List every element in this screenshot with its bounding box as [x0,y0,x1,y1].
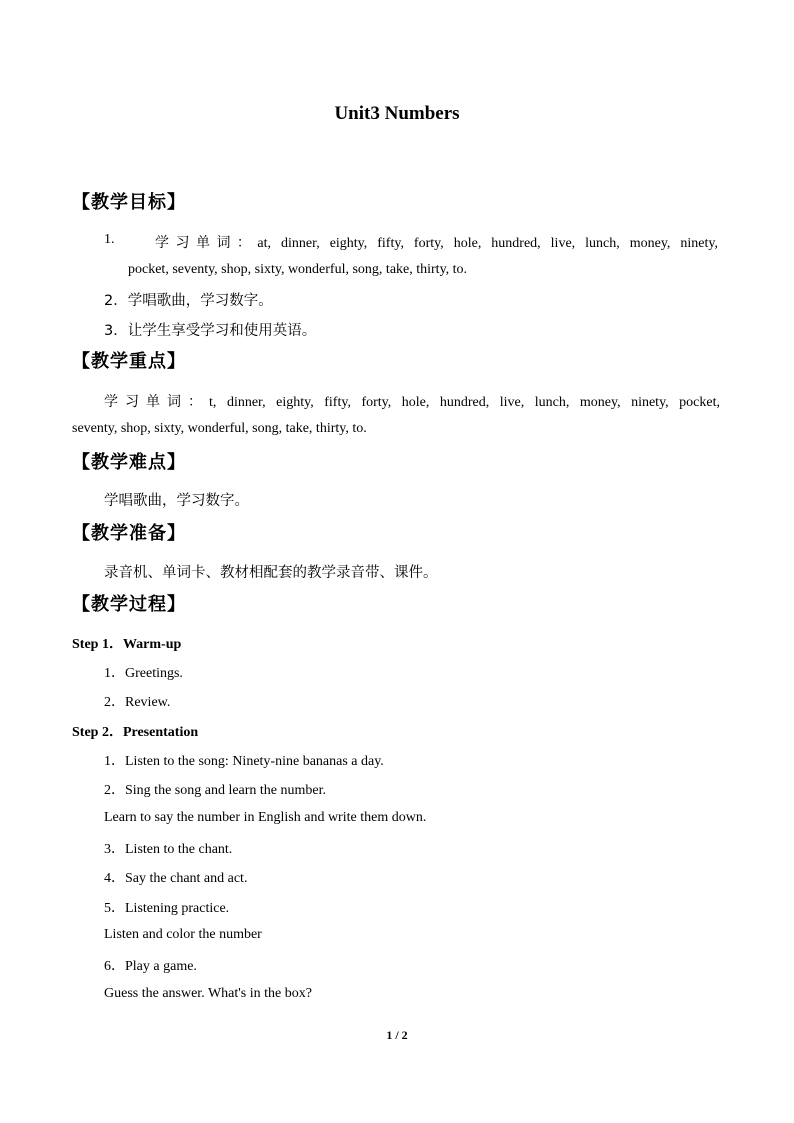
goal-2: 2．学唱歌曲，学习数字。 [104,293,273,309]
step-1-title: Step 1．Warm-up [72,637,182,652]
step-2-item: 2．Sing the song and learn the number. [104,783,327,798]
step-2-title: Step 2．Presentation [72,725,199,740]
step-1-item: 1．Greetings. [104,666,183,681]
step-2-item: 6．Play a game. [104,959,197,974]
step-2-item: 1．Listen to the song: Ninety-nine bananas a day. [104,754,384,769]
step-2-item: Guess the answer. What's in the box? [104,986,312,1001]
step-1-item: 2．Review. [104,695,171,710]
step-2-item: 4．Say the chant and act. [104,871,248,886]
key-points-line-1: 学习单词：t, dinner, eighty, fifty, forty, hole, hundred, live, lunch, money, ninety, pocket, [104,395,720,410]
goal-1-line-1: 学习单词：at, dinner, eighty, fifty, forty, hole, hundred, live, lunch, money, ninety, [155,236,718,251]
step-2-item: Listen and color the number [104,927,262,942]
key-points-line-2: seventy, shop, sixty, wonderful, song, take, thirty, to. [72,421,367,436]
preparation-line-1: 录音机、单词卡、教材相配套的教学录音带、课件。 [104,565,438,581]
goal-1-number: 1. [104,232,115,247]
step-2-item: Learn to say the number in English and write them down. [104,810,427,825]
goal-1-line-2: pocket, seventy, shop, sixty, wonderful, song, take, thirty, to. [128,262,468,277]
heading-difficulties: 【教学难点】 [72,452,186,473]
goal-3: 3．让学生享受学习和使用英语。 [104,323,317,339]
difficulties-line-1: 学唱歌曲，学习数字。 [104,493,249,509]
page-number: 1 / 2 [386,1028,408,1042]
heading-process: 【教学过程】 [72,594,186,615]
step-2-item: 5．Listening practice. [104,901,230,916]
heading-teaching-goals: 【教学目标】 [72,192,186,213]
heading-key-points: 【教学重点】 [72,351,186,372]
step-2-item: 3．Listen to the chant. [104,842,233,857]
page-title: Unit3 Numbers [334,103,460,124]
heading-preparation: 【教学准备】 [72,523,186,544]
